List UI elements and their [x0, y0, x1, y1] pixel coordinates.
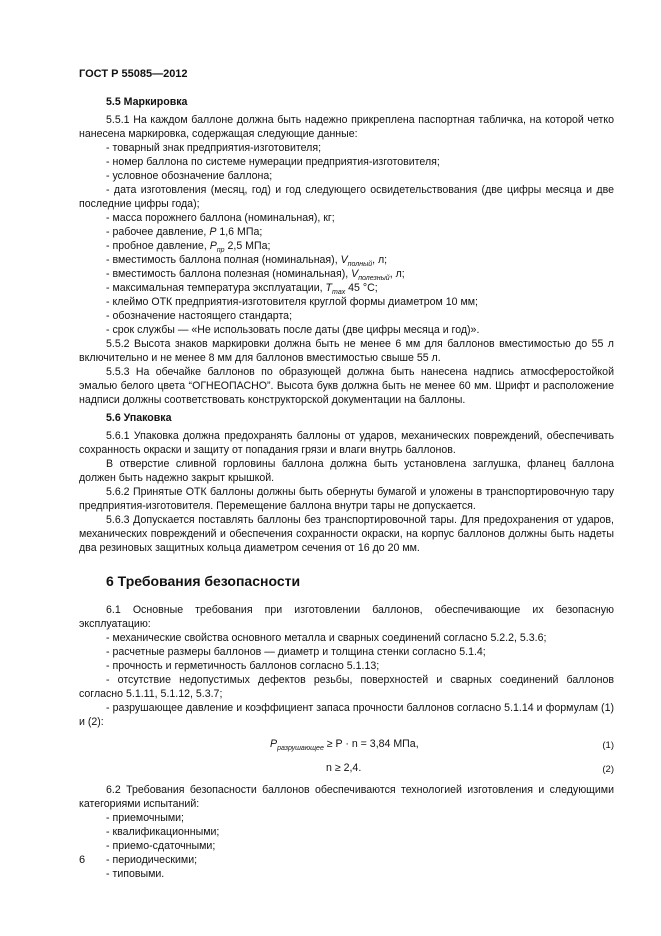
- list-item: - типовыми.: [106, 868, 165, 880]
- formula-1: $P_{разрушающее} \ge P \cdot n = 3,84$ МПа, (1): [270, 738, 614, 753]
- list-item: - разрушающее давление и коэффициент запаса прочности баллонов согласно 5.1.14 и формулам (1) и (2):: [79, 702, 614, 728]
- document-header: ГОСТ Р 55085—2012: [79, 68, 188, 80]
- list-item-full-volume: - вместимость баллона полная (номинальная), $V_{полный}$, л;: [106, 254, 388, 269]
- list-item: - клеймо ОТК предприятия-изготовителя круглой формы диаметром 10 мм;: [106, 296, 478, 308]
- paragraph-5-5-2: 5.5.2 Высота знаков маркировки должна быть не менее 6 мм для баллонов вместимостью до 55 л включительно и не менее 8 мм для баллонов вместимостью свыше 55 л.: [79, 338, 614, 364]
- list-item-max-temperature: - максимальная температура эксплуатации, $T_{max}$ 45 °С;: [106, 282, 378, 297]
- formula-2-number: (2): [602, 764, 614, 775]
- page-number: 6: [79, 854, 86, 866]
- section-5-5-title: 5.5 Маркировка: [106, 96, 188, 108]
- paragraph-6-1: 6.1 Основные требования при изготовлении баллонов, обеспечивающие их безопасную эксплуатацию:: [79, 604, 614, 630]
- paragraph-5-6-1-cont: В отверстие сливной горловины баллона должна быть установлена заглушка, фланец баллона должен быть надежно закрыт крышкой.: [79, 458, 614, 484]
- section-5-6-title: 5.6 Упаковка: [106, 412, 172, 424]
- list-item: - масса порожнего баллона (номинальная), кг;: [106, 212, 335, 224]
- formula-1-number: (1): [602, 740, 614, 751]
- paragraph-6-2: 6.2 Требования безопасности баллонов обеспечиваются технологией изготовления и следующими категориями испытаний:: [79, 784, 614, 810]
- paragraph-5-6-3: 5.6.3 Допускается поставлять баллоны без транспортировочной тары. Для предохранения от ударов, механических повреждений и обеспечения сохранности окраски, на корпус баллонов должны быть надеты два резиновых защитных кольца диаметром сечения от 16 до 20 мм.: [79, 514, 614, 554]
- paragraph-5-6-1: 5.6.1 Упаковка должна предохранять баллоны от ударов, механических повреждений, обеспечивать сохранность окраски и защиту от попадания грязи и влаги внутрь баллонов.: [79, 430, 614, 456]
- list-item: - расчетные размеры баллонов — диаметр и толщина стенки согласно 5.1.4;: [106, 646, 486, 658]
- list-item: - отсутствие недопустимых дефектов резьбы, поверхностей и сварных соединений баллонов согласно 5.1.11, 5.1.12, 5.3.7;: [79, 674, 614, 700]
- list-item: - квалификационными;: [106, 826, 220, 838]
- list-item: - механические свойства основного металла и сварных соединений согласно 5.2.2, 5.3.6;: [106, 632, 547, 644]
- list-item: - периодическими;: [106, 854, 198, 866]
- list-item: - обозначение настоящего стандарта;: [106, 310, 293, 322]
- list-item: - срок службы — «Не использовать после даты (две цифры месяца и год)».: [106, 324, 480, 336]
- page-content: [79, 95, 614, 881]
- list-item: - приемо-сдаточными;: [106, 840, 216, 852]
- list-item: - прочность и герметичность баллонов согласно 5.1.13;: [106, 660, 380, 672]
- list-item: - дата изготовления (месяц, год) и год следующего освидетельствования (две цифры месяца и две последние цифры года);: [79, 184, 614, 210]
- list-item-test-pressure: - пробное давление, $P_{пр}$ 2,5 МПа;: [106, 240, 271, 255]
- list-item: - товарный знак предприятия-изготовителя;: [106, 142, 322, 154]
- formula-2: n ≥ 2,4. (2): [326, 762, 614, 775]
- list-item-working-pressure: - рабочее давление, P 1,6 МПа;: [106, 226, 263, 238]
- list-item: - условное обозначение баллона;: [106, 170, 273, 182]
- list-item-useful-volume: - вместимость баллона полезная (номинальная), $V_{полезный}$, л;: [106, 268, 405, 283]
- paragraph-5-6-2: 5.6.2 Принятые ОТК баллоны должны быть обернуты бумагой и уложены в транспортировочную тару предприятия-изготовителя. Перемещение баллона внутри тары не допускается.: [79, 486, 614, 512]
- list-item: - приемочными;: [106, 812, 184, 824]
- section-6-title: 6 Требования безопасности: [106, 573, 301, 589]
- list-item: - номер баллона по системе нумерации предприятия-изготовителя;: [106, 156, 440, 168]
- paragraph-5-5-3: 5.5.3 На обечайке баллонов по образующей должна быть нанесена надпись атмосферостойкой эмалью белого цвета “ОГНЕОПАСНО”. Высота букв должна быть не менее 60 мм. Шрифт и расположение надписи должны соответствовать конструкторской документации на баллоны.: [79, 366, 614, 406]
- paragraph-5-5-1: 5.5.1 На каждом баллоне должна быть надежно прикреплена паспортная табличка, на которой четко нанесена маркировка, содержащая следующие данные:: [79, 114, 614, 140]
